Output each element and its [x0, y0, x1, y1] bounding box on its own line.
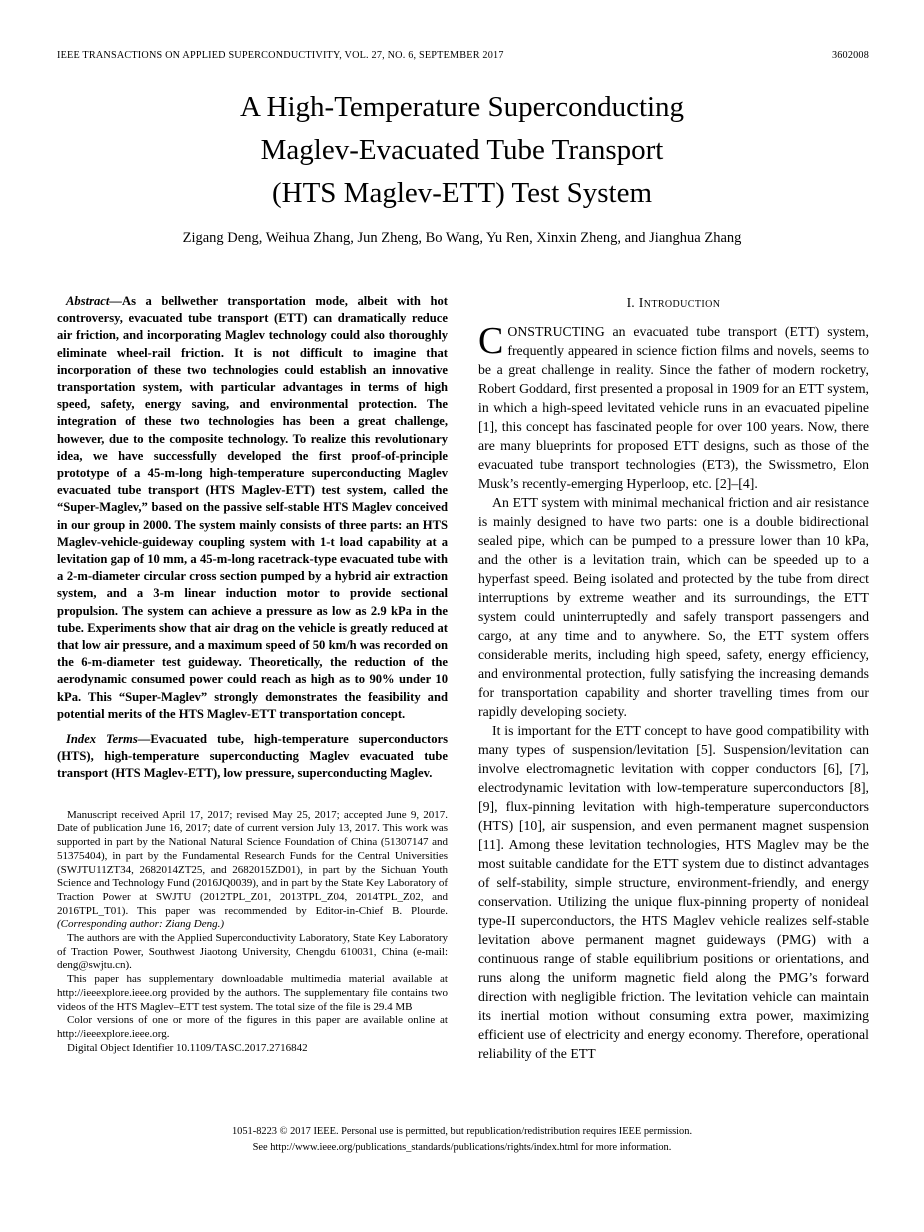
drop-cap: C [478, 320, 504, 362]
authors-line: Zigang Deng, Weihua Zhang, Jun Zheng, Bo Wang, Yu Ren, Xinxin Zheng, and Jianghua Zhang [182, 230, 742, 246]
index-terms [57, 731, 448, 783]
two-column-body [57, 293, 869, 1063]
footnote-color-versions: Color versions of one or more of the figures in this paper are available online at http://ieeexplore.ieee.org. [57, 1014, 448, 1040]
footnote-doi: Digital Object Identifier 10.1109/TASC.2017.2716842 [67, 1041, 308, 1054]
footnote-affiliation: The authors are with the Applied Superconductivity Laboratory, State Key Laboratory of Traction Power, Southwest Jiaotong University, Chengdu 610031, China (e-mail: deng@swjtu.cn). [57, 932, 448, 972]
section-title: Introduction [638, 295, 721, 310]
running-head [57, 50, 869, 61]
copyright-line2: See http://www.ieee.org/publications_standards/publications/rights/index.html for more information. [252, 1141, 672, 1153]
abstract-label: Abstract— [66, 294, 122, 308]
journal-header: IEEE TRANSACTIONS ON APPLIED SUPERCONDUCTIVITY, VOL. 27, NO. 6, SEPTEMBER 2017 [57, 50, 504, 61]
section-heading-introduction [478, 295, 869, 311]
paper-title [0, 86, 924, 215]
first-page-footnotes [57, 809, 448, 1056]
intro-paragraph-2: An ETT system with minimal mechanical friction and air resistance is mainly designed to have two parts: one is a double bidirectional sealed pipe, which can be pumped to a pressure lower than 10 kPa, and the other is a levitation train, which can be speeded up to a hyperfast speed. Being isolated and protected by the tube from direct interruptions by extreme weather and its surroundings, the ETT system could uninterruptedly and safely transport passengers and cargo, at any time and to anywhere. So, the ETT system offers considerable merits, including high speed, safety, energy efficiency, and environmental protection, fully satisfying the increasing demands for transportation capability and shorter travelling times from our rapidly developing society. [478, 495, 869, 719]
abstract-text: As a bellwether transportation mode, albeit with hot controversy, evacuated tube transport (ETT) can dramatically reduce air friction, and incorporating Maglev technology could also thoroughly eliminate wheel-rail friction. It is not difficult to imagine that incorporation of these two technologies could establish an innovative transportation system, with particular advantages in terms of high speed, safety, energy saving, and environmental protection. The integration of these two technologies has been a great challenge, however, due to the composite technology. To realize this revolutionary idea, we have successfully developed the first proof-of-principle prototype of a 45-m-long high-temperature superconducting Maglev evacuated tube transport (HTS Maglev-ETT) test system, called the “Super-Maglev,” based on the passive self-stable HTS Maglev conceived in our group in 2000. The system mainly consists of three parts: an HTS Maglev-vehicle-guideway coupling system with 1-t load capability at a levitation gap of 10 mm, a 45-m-long racetrack-type evacuated tube with a 2-m-diameter circular cross section pumped by a hybrid air extraction system, and a 3-m linear induction motor to provide sectional propulsion. The system can achieve a pressure as low as 2.9 kPa in the tube. Experiments show that air drag on the vehicle is greatly reduced at that low air pressure, and a maximum speed of 50 km/h was recorded on the 6-m-diameter test guideway. Theoretically, the reduction of the aerodynamic consumed power could reach as high as to 90% under 10 kPa. This “Super-Maglev” strongly demonstrates the feasibility and potential merits of the HTS Maglev-ETT transportation concept. [57, 294, 448, 721]
copyright-line1: 1051-8223 © 2017 IEEE. Personal use is permitted, but republication/redistribution requires IEEE permission. [231, 1126, 693, 1137]
footnote-corresponding-author: (Corresponding author: Ziang Deng.) [57, 918, 225, 931]
paper-title-line3: (HTS Maglev-ETT) Test System [271, 177, 653, 209]
paper-title-line1: A High-Temperature Superconducting [239, 91, 685, 123]
section-number: I. [626, 295, 635, 310]
intro-paragraph-1-rest: an evacuated tube transport (ETT) system, frequently appeared in science fiction films and novels, seems to be a great challenge in reality. Since the father of modern rocketry, Robert Goddard, first presented a proposal in 1909 for an ETT system, in which a high-speed levitated vehicle runs in an evacuated pipeline [1], this concept has fascinated people for over 100 years. Now, there are many blueprints for proposed ETT designs, such as those of the evacuated tube transport technologies (ET3), the Swissmetro, Elon Musk’s recently-emerging Hyperloop, etc. [2]–[4]. [478, 324, 869, 491]
copyright-footer [0, 1124, 924, 1155]
footnote-supplementary: This paper has supplementary downloadable multimedia material available at http://ieeexplore.ieee.org provided by the authors. The supplementary file contains two videos of the HTS Maglev–ETT test system. The total size of the file is 29.4 MB [57, 973, 448, 1013]
abstract [57, 293, 448, 723]
index-terms-label: Index Terms— [66, 732, 151, 747]
intro-paragraph-3: It is important for the ETT concept to have good compatibility with many types of suspension/levitation [5]. Suspension/levitation can involve electromagnetic levitation with copper conductors [6], [7], electrodynamic levitation with low-temperature superconductors [8], [9], flux-pinning levitation with high-temperature superconductors (HTS) [10], air suspension, and even permanent magnet suspension [11]. Among these levitation technologies, HTS Maglev may be the most suitable candidate for the ETT system due to distinct advantages of self-stability, simple structure, environment-friendly, and energy conservation. Utilizing the unique flux-pinning property of nonideal type-II superconductors, the HTS Maglev vehicle realizes self-stable levitation above permanent magnet guideways (PMG) with a continuous range of stable equilibrium positions or orientations, and runs along the uniform magnetic field along the PMG’s forward direction with negligible friction. The levitation vehicle can maintain its inertial motion without consuming extra power, maximizing efficient use of electricity and energy economy. Therefore, operational reliability of the ETT [478, 723, 869, 1061]
left-column [57, 293, 448, 1063]
footnote-manuscript: Manuscript received April 17, 2017; revised May 25, 2017; accepted June 9, 2017. Date of publication June 16, 2017; date of current version July 13, 2017. This work was supported in part by the National Natural Science Foundation of China (51307147 and 51375404), in part by the Fundamental Research Funds for the Central Universities (SWJTU11ZT34, 2682014ZT25, and 2682015ZD01), in part by the Sichuan Youth Science and Technology Fund (2016JQ0039), and in part by the State Key Laboratory of Traction Power at SWJTU (2012TPL_Z01, 2013TPL_Z04, 2014TPL_Z02, and 2016TPL_T01). This paper was recommended by Editor-in-Chief B. Plourde. (Corresponding author: Ziang Deng.) [57, 808, 448, 931]
intro-paragraph-1 [478, 322, 869, 493]
right-column [478, 293, 869, 1063]
page-number: 3602008 [831, 50, 869, 61]
index-terms-text: Evacuated tube, high-temperature superconductors (HTS), high-temperature superconducting Maglev evacuated tube transport (HTS Maglev-ETT), low pressure, superconducting Maglev. [57, 732, 448, 781]
intro-paragraph-1-lead: ONSTRUCTING [507, 324, 605, 339]
paper-title-line2: Maglev-Evacuated Tube Transport [260, 134, 664, 166]
